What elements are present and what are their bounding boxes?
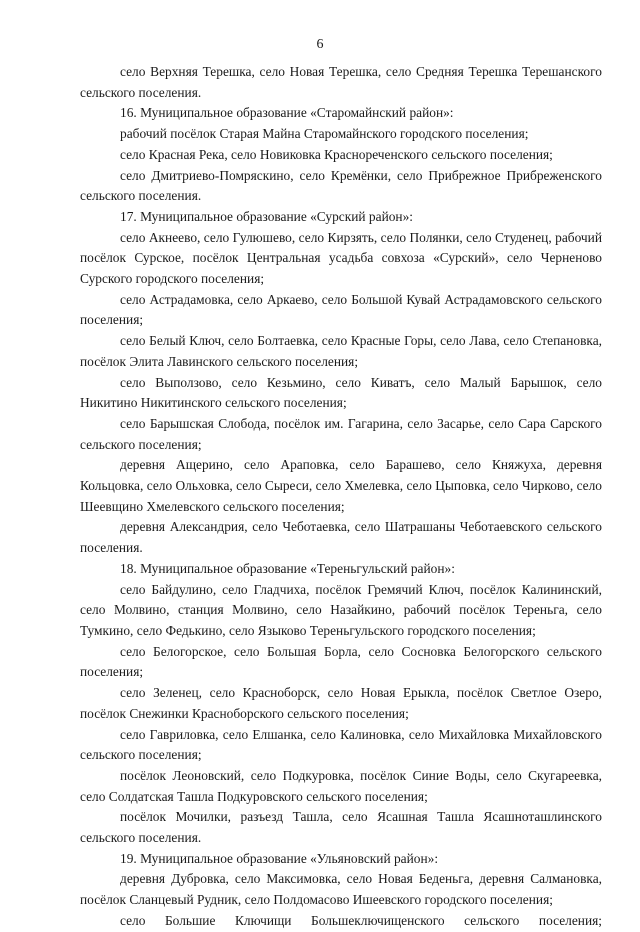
paragraph: село Дмитриево-Помряскино, село Кремёнки, село Прибрежное Прибреженского сельского поселения. <box>80 167 602 204</box>
paragraph: село Астрадамовка, село Аркаево, село Большой Кувай Астрадамовского сельского поселения; <box>80 291 602 328</box>
page-number: 6 <box>316 37 324 52</box>
section-heading: 18. Муниципальное образование «Тереньгульский район»: <box>120 560 455 576</box>
paragraph: село Зеленец, село Красноборск, село Новая Ерыкла, посёлок Светлое Озеро, посёлок Снежинки Красноборского сельского поселения; <box>80 685 602 721</box>
paragraph: село Красная Река, село Новиковка Краснореченского сельского поселения; <box>120 146 553 162</box>
paragraph: посёлок Леоновский, село Подкуровка, посёлок Синие Воды, село Скугареевка, село Солдатская Ташла Подкуровского сельского поселения; <box>80 767 602 804</box>
paragraph: село Акнеево, село Гулюшево, село Кирзять, село Полянки, село Студенец, рабочий посёлок Сурское, посёлок Центральная усадьба совхоза «Сурский», село Черненово Сурского городского поселения; <box>80 229 602 287</box>
paragraph: село Барышская Слобода, посёлок им. Гагарина, село Засарье, село Сара Сарского сельского поселения; <box>80 415 602 452</box>
paragraph: село Выползово, село Кезьмино, село Киватъ, село Малый Барышок, село Никитино Никитинского сельского поселения; <box>80 374 602 411</box>
paragraph: деревня Ащерино, село Араповка, село Барашево, село Княжуха, деревня Кольцовка, село Ольховка, село Сыреси, село Хмелевка, село Цыповка, село Чирково, село Шеевщино Хмелевского сельского поселения; <box>80 457 602 514</box>
paragraph: село Белогорское, село Большая Борла, село Сосновка Белогорского сельского поселения; <box>80 643 602 680</box>
paragraph: деревня Дубровка, село Максимовка, село Новая Беденьга, деревня Салмановка, посёлок Сланцевый Рудник, село Полдомасово Ишеевского городского поселения; <box>80 871 602 908</box>
section-heading: 19. Муниципальное образование «Ульяновский район»: <box>120 850 439 866</box>
paragraph: рабочий посёлок Старая Майна Старомайнского городского поселения; <box>120 126 529 142</box>
section-heading: 17. Муниципальное образование «Сурский район»: <box>120 208 414 224</box>
paragraph: село Белый Ключ, село Болтаевка, село Красные Горы, село Лава, село Степановка, посёлок Элита Лавинского сельского поселения; <box>80 333 602 369</box>
paragraph: село Верхняя Терешка, село Новая Терешка, село Средняя Терешка Терешанского сельского поселения. <box>80 64 602 100</box>
paragraph: село Гавриловка, село Елшанка, село Калиновка, село Михайловка Михайловского сельского поселения; <box>80 726 602 763</box>
paragraph: деревня Александрия, село Чеботаевка, село Шатрашаны Чеботаевского сельского поселения. <box>80 519 602 556</box>
section-heading: 16. Муниципальное образование «Старомайнский район»: <box>120 105 454 121</box>
paragraph: посёлок Мочилки, разъезд Ташла, село Ясашная Ташла Ясашноташлинского сельского поселения. <box>80 809 602 846</box>
document-body <box>80 62 602 932</box>
paragraph: село Большие Ключищи Большеключищенского сельского поселения; <box>120 912 602 928</box>
paragraph: село Байдулино, село Гладчиха, посёлок Гремячий Ключ, посёлок Калининский, село Молвино, станция Молвино, село Назайкино, рабочий посёлок Тереньга, село Тумкино, село Федькино, село Языково Тереньгульского городского поселения; <box>80 581 602 638</box>
